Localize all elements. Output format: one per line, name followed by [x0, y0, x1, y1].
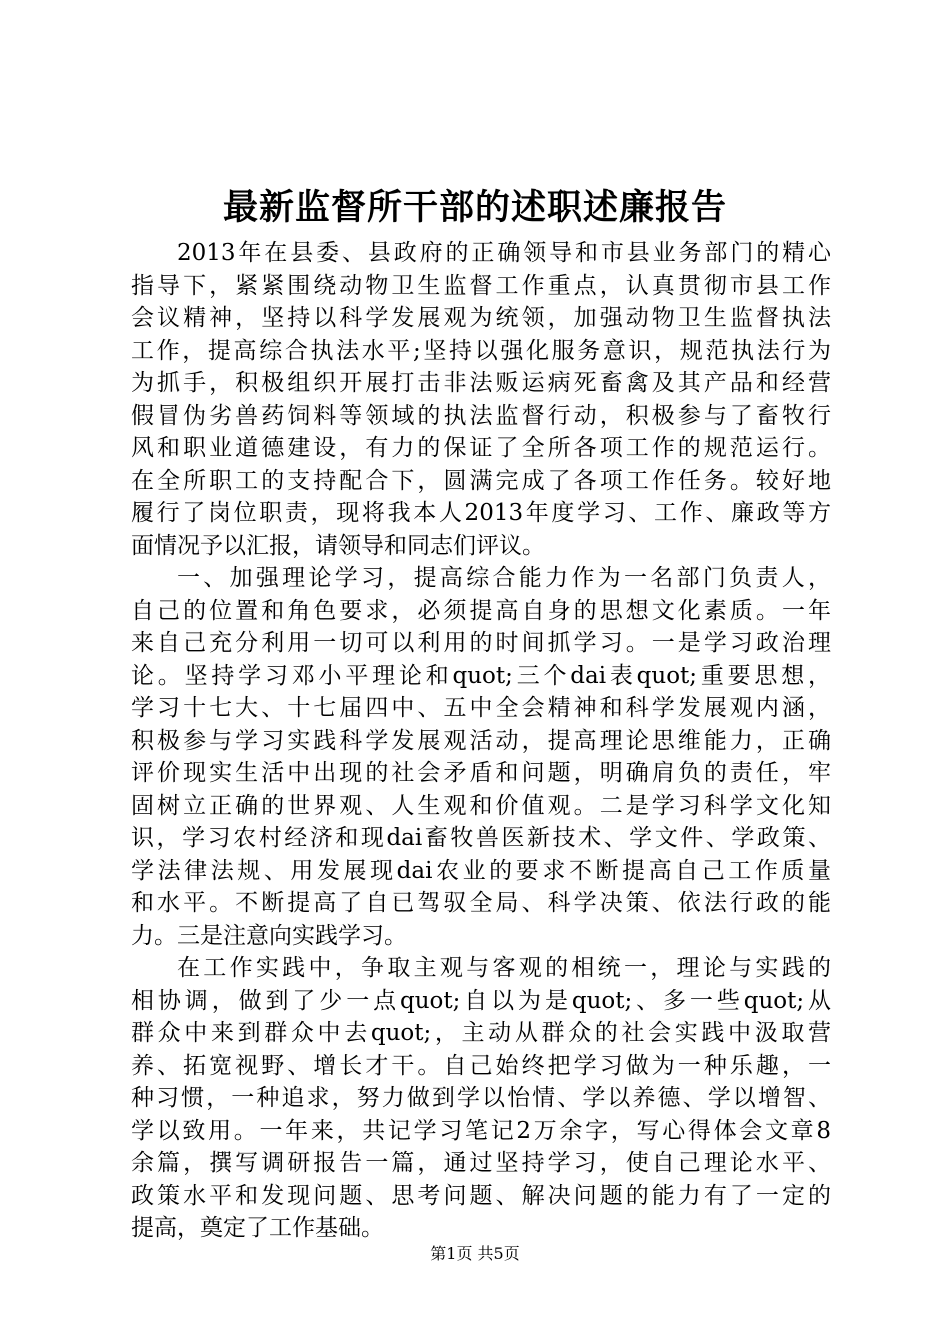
paragraph-line: 来自己充分利用一切可以利用的时间抓学习。一是学习政治理 — [131, 630, 831, 656]
paragraph-line: 政策水平和发现问题、思考问题、解决问题的能力有了一定的 — [131, 1182, 831, 1209]
paragraph-line: 养、拓宽视野、增长才干。自己始终把学习做为一种乐趣，一 — [131, 1052, 831, 1079]
paragraph — [131, 237, 831, 562]
paragraph-line: 指导下，紧紧围绕动物卫生监督工作重点，认真贯彻市县工作 — [131, 272, 831, 299]
paragraph-line: 和水平。不断提高了自已驾驭全局、科学决策、依法行政的能 — [131, 890, 831, 916]
paragraph-line: 识，学习农村经济和现dai畜牧兽医新技术、学文件、学政策、 — [131, 825, 831, 851]
paragraph — [131, 952, 831, 1245]
paragraph-line: 评价现实生活中出现的社会矛盾和问题，明确肩负的责任，牢 — [131, 760, 831, 786]
paragraph-line: 一、加强理论学习，提高综合能力作为一名部门负责人， — [177, 565, 831, 591]
document-title: 最新监督所干部的述职述廉报告 — [222, 187, 727, 228]
paragraph — [131, 562, 831, 952]
paragraph-line: 群众中来到群众中去quot;，主动从群众的社会实践中汲取营 — [131, 1020, 831, 1046]
paragraph-line: 提高，奠定了工作基础。 — [131, 1215, 384, 1241]
paragraph-line: 会议精神，坚持以科学发展观为统领，加强动物卫生监督执法 — [131, 305, 831, 331]
paragraph-line: 假冒伪劣兽药饲料等领域的执法监督行动，积极参与了畜牧行 — [131, 402, 831, 429]
paragraph-line: 学以致用。一年来，共记学习笔记2万余字，写心得体会文章8 — [131, 1117, 831, 1144]
paragraph-line: 种习惯，一种追求，努力做到学以怡情、学以养德、学以增智、 — [131, 1085, 831, 1111]
paragraph-line: 固树立正确的世界观、人生观和价值观。二是学习科学文化知 — [131, 792, 831, 819]
paragraph-line: 论。坚持学习邓小平理论和quot;三个dai表quot;重要思想， — [131, 662, 831, 689]
paragraph-line: 履行了岗位职责，现将我本人2013年度学习、工作、廉政等方 — [131, 500, 831, 526]
paragraph-line: 自己的位置和角色要求，必须提高自身的思想文化素质。一年 — [131, 597, 831, 624]
paragraph-line: 在工作实践中，争取主观与客观的相统一，理论与实践的 — [177, 955, 831, 981]
paragraph-line: 相协调，做到了少一点quot;自以为是quot;、多一些quot;从 — [131, 987, 831, 1014]
paragraph-line: 风和职业道德建设，有力的保证了全所各项工作的规范运行。 — [131, 435, 831, 461]
paragraph-line: 积极参与学习实践科学发展观活动，提高理论思维能力，正确 — [131, 727, 831, 754]
paragraph-line: 学法律法规、用发展现dai农业的要求不断提高自己工作质量 — [131, 857, 831, 884]
page-footer: 第1页 共5页 — [430, 1244, 520, 1263]
document-body — [131, 237, 831, 1245]
paragraph-line: 工作，提高综合执法水平;坚持以强化服务意识，规范执法行为 — [131, 337, 831, 364]
paragraph-line: 为抓手，积极组织开展打击非法贩运病死畜禽及其产品和经营 — [131, 370, 831, 396]
paragraph-line: 力。三是注意向实践学习。 — [131, 922, 407, 949]
paragraph-line: 余篇，撰写调研报告一篇，通过坚持学习，使自己理论水平、 — [131, 1150, 831, 1176]
paragraph-line: 学习十七大、十七届四中、五中全会精神和科学发展观内涵， — [131, 695, 831, 721]
paragraph-line: 在全所职工的支持配合下，圆满完成了各项工作任务。较好地 — [131, 467, 831, 494]
paragraph-line: 面情况予以汇报，请领导和同志们评议。 — [131, 532, 545, 559]
paragraph-line: 2013年在县委、县政府的正确领导和市县业务部门的精心 — [177, 240, 831, 266]
